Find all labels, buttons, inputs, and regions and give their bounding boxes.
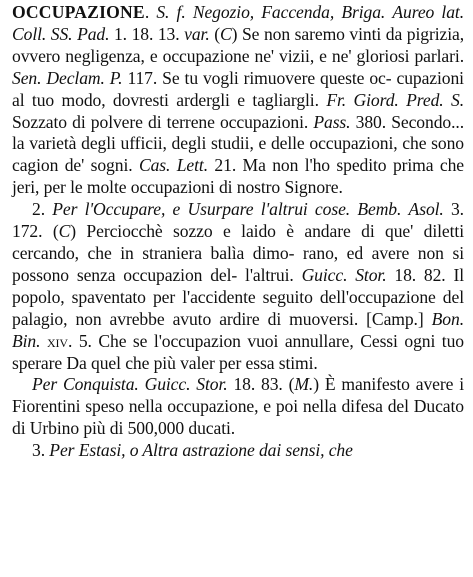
- italic-text: Per Estasi, o Altra astrazione dai sensi, che: [49, 440, 353, 461]
- italic-text: C: [58, 221, 71, 242]
- text-run: cupazioni al tuo modo, dovresti ardergli e tagliargli.: [12, 67, 464, 110]
- italic-text: Bin.: [12, 330, 41, 351]
- text-run: 3.: [32, 440, 50, 461]
- headword: OCCUPAZIONE: [12, 2, 145, 22]
- text-run: 21. Ma non l'ho spedito: [208, 155, 387, 176]
- entry-definition: [12, 2, 464, 199]
- text-run: . 5. Che se l'occupazion vuoi annullare,: [68, 330, 354, 351]
- italic-text: Cas. Lett.: [138, 155, 209, 176]
- italic-text: Per Conquista. Guicc. Stor.: [32, 374, 228, 395]
- italic-text: Fr. Giord. Pred. S.: [326, 89, 464, 110]
- text-run: ducati.: [188, 418, 236, 439]
- text-run: non saremo vinti da pigrizia, ovvero negligenza, e: [12, 23, 464, 66]
- sense-3: [12, 440, 464, 462]
- text-run: ) È: [313, 374, 336, 395]
- italic-text: Declam. P.: [46, 67, 123, 88]
- italic-text: Per l'Occupare, e Usurpare l'altrui cose. Bemb.: [52, 199, 402, 220]
- text-run: occupazione ne' vizii, e ne' gloriosi parlari.: [162, 45, 464, 66]
- text-run: 3. 172. (: [12, 199, 464, 242]
- italic-text: M.: [294, 374, 314, 395]
- text-run: 380. Secondo... la varietà degli: [12, 111, 464, 154]
- text-run: non avrebbe avuto ardire di muoversi. [Camp.]: [75, 308, 432, 329]
- italic-text: var.: [184, 23, 210, 44]
- italic-text: Bon.: [431, 308, 464, 329]
- text-run: 117. Se tu vogli rimuovere queste oc-: [122, 67, 392, 88]
- text-run: 1. 18. 13.: [109, 23, 185, 44]
- italic-text: S. f. Negozio, Faccenda, Briga.: [156, 2, 386, 22]
- italic-text: Pass.: [313, 111, 351, 132]
- text-run: e poi nella difesa del Ducato di Urbino più di 500,000: [12, 396, 464, 439]
- text-run: l'altrui.: [245, 264, 302, 285]
- italic-text: Asol.: [408, 199, 444, 220]
- text-run: Sozzato di polvere di terrene: [12, 111, 215, 132]
- text-run: cagion de' sogni.: [12, 155, 139, 176]
- text-run: 18. 82. Il popolo, spaventato: [12, 264, 464, 307]
- italic-text: Guicc. Stor.: [301, 264, 387, 285]
- text-run: manifesto avere i Fiorentini speso nella occupazione,: [12, 374, 464, 417]
- text-run: .: [144, 2, 157, 22]
- text-run: Cessi ogni tuo sperare Da quel che più valer per essa: [12, 330, 464, 373]
- text-run: prima che jeri, per le molte occupazioni di nostro: [12, 155, 465, 198]
- text-run: ) Perciocchè sozzo e laido è andare: [70, 221, 351, 242]
- text-run: 2.: [32, 199, 53, 220]
- text-run: ) Se: [231, 23, 260, 44]
- text-run: stimi.: [278, 352, 318, 373]
- italic-text: Sen.: [12, 67, 42, 88]
- text-run: di que' diletti cercando, che in straniera balìa dimo-: [12, 221, 464, 263]
- sense-conquista: [12, 374, 464, 440]
- text-run: (: [209, 23, 220, 44]
- text-run: ufficii, degli studii, e delle occupazioni, che sono: [120, 133, 464, 154]
- italic-text: C: [219, 23, 232, 44]
- roman-numeral: xiv: [46, 330, 68, 351]
- text-run: 18. 83. (: [227, 374, 295, 395]
- text-run: per l'accidente seguito dell'occupazione del palagio,: [12, 286, 464, 329]
- text-run: occupazioni.: [219, 111, 314, 132]
- italic-text: Aureo lat. Coll. SS. Pad.: [12, 2, 464, 44]
- sense-2: [12, 199, 464, 374]
- text-run: Signore.: [284, 177, 343, 198]
- text-run: rano, ed avere non si possono senza occupazion del-: [12, 242, 464, 285]
